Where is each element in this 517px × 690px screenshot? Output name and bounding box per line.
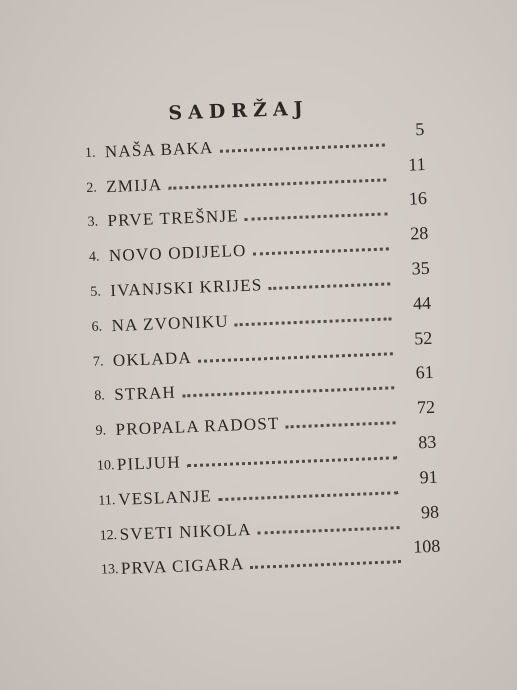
dot-leader — [258, 526, 400, 534]
entry-page-number: 44 — [412, 292, 432, 314]
dot-leader — [286, 421, 396, 428]
entry-title: OKLADA — [112, 347, 193, 370]
entry-title: PRVA CIGARA — [120, 554, 245, 579]
entry-title: STRAH — [113, 383, 177, 405]
dot-leader — [269, 282, 391, 290]
entry-number: 2. — [86, 180, 98, 196]
entry-title: PRVE TREŠNJE — [107, 206, 240, 231]
entry-title: VESLANJE — [117, 486, 213, 509]
entry-title: PILJUH — [116, 452, 182, 474]
entry-page-number: 61 — [415, 362, 435, 383]
entry-title: NA ZVONIKU — [111, 311, 230, 335]
entry-number: 12. — [99, 527, 118, 544]
entry-title: IVANJSKI KRIJES — [109, 275, 263, 301]
entry-title: NAŠA BAKA — [104, 137, 214, 162]
entry-number: 13. — [100, 562, 119, 579]
entry-page-number: 108 — [412, 535, 441, 558]
entry-number: 7. — [92, 354, 104, 370]
entry-number: 11. — [98, 492, 116, 509]
entry-page-number: 11 — [407, 153, 426, 175]
entry-page-number: 16 — [408, 188, 428, 209]
entry-page-number: 28 — [409, 223, 429, 244]
entry-number: 6. — [91, 319, 103, 335]
entry-number: 3. — [87, 214, 99, 231]
entry-page-number: 83 — [417, 431, 437, 453]
entry-number: 10. — [96, 458, 115, 474]
entry-title: ZMIJA — [105, 174, 163, 196]
entry-page-number: 72 — [416, 396, 436, 418]
entry-title: NOVO ODIJELO — [108, 241, 247, 266]
entry-title: PROPALA RADOST — [115, 413, 280, 440]
entry-page-number: 98 — [420, 501, 440, 522]
table-of-contents — [84, 115, 441, 588]
dot-leader — [245, 213, 388, 221]
entry-page-number: 35 — [411, 257, 431, 279]
entry-number: 4. — [88, 249, 100, 266]
entry-page-number: 52 — [413, 327, 433, 349]
dot-leader — [235, 317, 392, 326]
entry-number: 9. — [95, 423, 107, 439]
entry-number: 5. — [90, 284, 102, 300]
page-title: SADRŽAJ — [167, 97, 310, 125]
entry-title: SVETI NIKOLA — [119, 519, 252, 544]
entry-number: 1. — [84, 145, 96, 161]
dot-leader — [250, 561, 401, 570]
entry-page-number: 5 — [414, 118, 425, 140]
entry-number: 8. — [94, 388, 106, 405]
dot-leader — [253, 248, 389, 256]
entry-page-number: 91 — [419, 466, 439, 488]
